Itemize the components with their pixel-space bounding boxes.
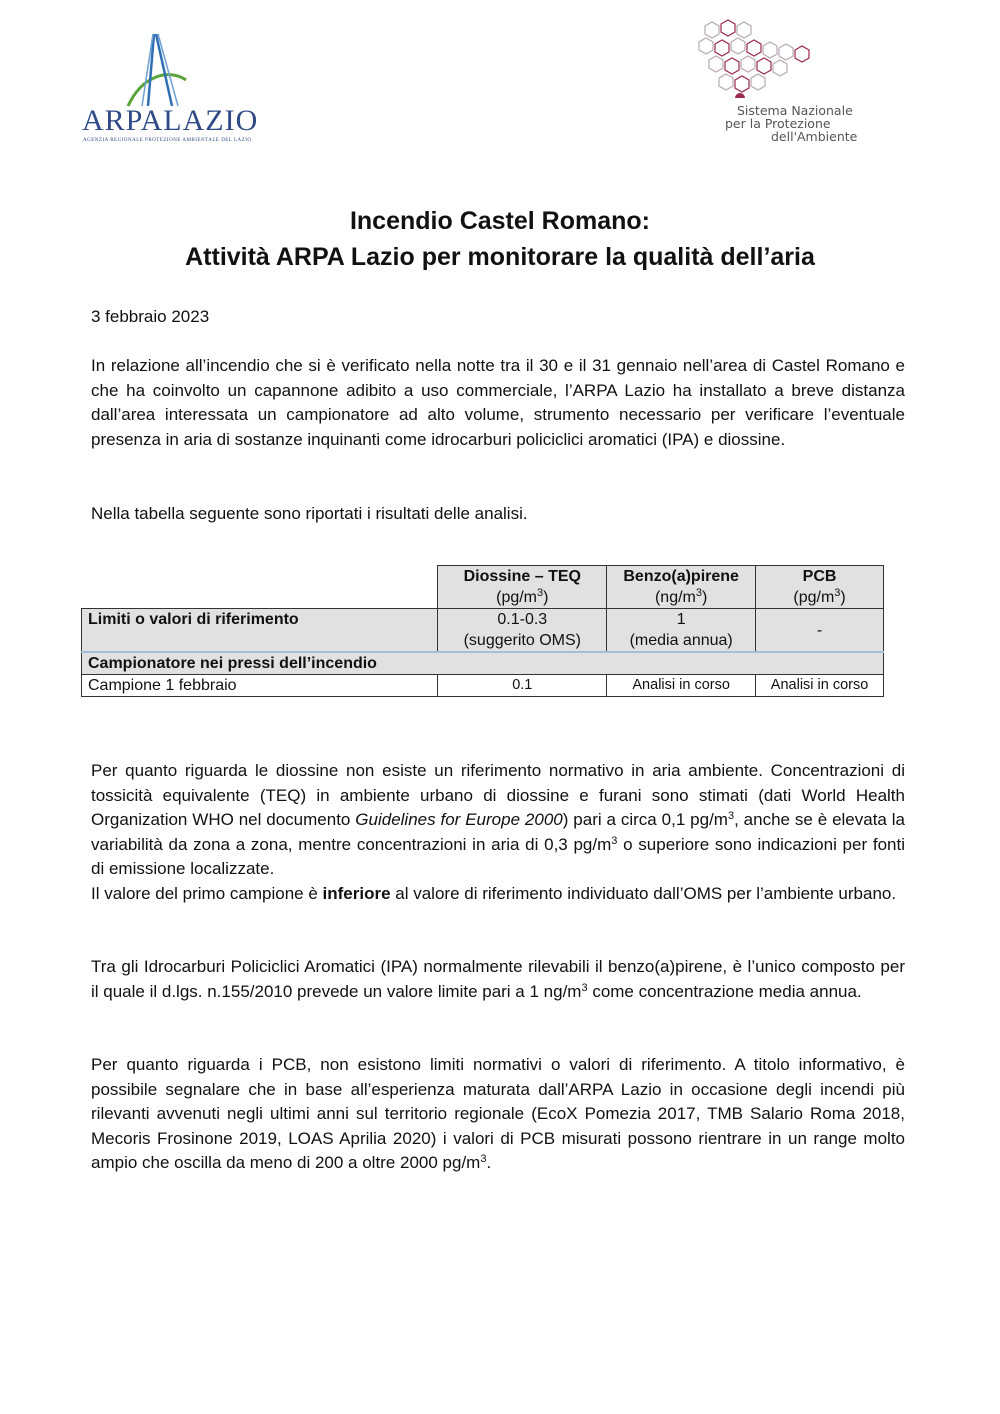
ipa-paragraph: Tra gli Idrocarburi Policiclici Aromatici (IPA) normalmente rilevabili il benzo(a)pirene, è l’unico composto per il quale il d.lgs. n.155/2010 prevede un valore limite pari a 1 $ng/m^3$ come concentrazione media annua. [91, 957, 905, 1001]
header-dioxin [438, 566, 607, 609]
limits-row [82, 609, 884, 653]
snpa-logo [695, 18, 895, 148]
arpa-logo-wordmark: ARPALAZIO [82, 104, 259, 137]
empty-header-cell [82, 566, 438, 609]
section-row [82, 652, 884, 675]
result-emphasis: inferiore [322, 883, 391, 903]
title-line-2: Attività ARPA Lazio per monitorare la qualità dell’aria [185, 243, 815, 271]
snpa-line-1: Sistema Nazionale [737, 103, 853, 118]
sample-label: Campione 1 febbraio [82, 675, 438, 697]
title-line-1: Incendio Castel Romano: [349, 207, 651, 235]
header-pcb-name: PCB [802, 568, 837, 585]
header-pcb [756, 566, 884, 609]
snpa-line-2: per la Protezione [725, 116, 831, 131]
document-title [90, 203, 910, 275]
table-intro: Nella tabella seguente sono riportati i risultati delle analisi. [91, 504, 528, 523]
table-row [82, 675, 884, 697]
section-label: Campionatore nei pressi dell’incendio [82, 652, 884, 675]
who-document-title: Guidelines for Europe 2000 [355, 810, 563, 829]
intro-paragraph: In relazione all’incendio che si è verificato nella notte tra il 30 e il 31 gennaio nell’area di Castel Romano e che ha coinvolto un capannone adibito a uso commerciale, l’ARPA Lazio ha installato a breve distanza dall’area interessata un campionatore ad alto volume, strumento necessario per verificare l’eventuale presenza in aria di sostanze inquinanti come idrocarburi policiclici aromatici (IPA) e diossine. [91, 356, 905, 449]
snpa-logo-text [725, 103, 858, 144]
pcb-paragraph: Per quanto riguarda i PCB, non esistono limiti normativi o valori di riferimento. A titolo informativo, è possibile segnalare che in base all’esperienza maturata dall’ARPA Lazio in occasione degli incendi più rilevanti avvenuti negli ultimi anni sul territorio regionale (EcoX Pomezia 2017, TMB Salario Roma 2018, Mecoris Frosinone 2019, LOAS Aprilia 2020) i valori di PCB misurati possono rientrare in un range molto ampio che oscilla da meno di 200 a oltre 2000 $pg/m^3$. [91, 1055, 905, 1172]
arpa-lazio-logo [80, 28, 259, 143]
arpa-emblem-icon [120, 28, 200, 108]
table-header-row [82, 566, 884, 609]
hexagon-network-icon [695, 18, 895, 98]
limits-dioxin: 0.1-0.3 (suggerito OMS) [438, 609, 607, 653]
results-table [81, 565, 884, 697]
dioxins-paragraph: Per quanto riguarda le diossine non esiste un riferimento normativo in aria ambiente. Concentrazioni di tossicità equivalente (TEQ) in ambiente urbano di diossine e furani sono stimati (dati World Health Organization WHO nel documento Guidelines for Europe 2000) pari a circa 0,1 $pg/m^3$, anche se è elevata la variabilità da zona a zona, mentre concentrazioni in aria di 0,3 $pg/m^3$ o superiore sono indicazioni per fonti di emissione localizzate. Il valore del primo campione è inferiore al valore di riferimento individuato dall’OMS per l’ambiente urbano. [91, 761, 905, 903]
arpa-logo-subtitle: AGENZIA REGIONALE PROTEZIONE AMBIENTALE DEL LAZIO [83, 138, 252, 143]
limits-label: Limiti o valori di riferimento [82, 609, 438, 653]
document-date: 3 febbraio 2023 [91, 307, 210, 326]
header-dioxin-name: Diossine – TEQ [463, 568, 581, 585]
snpa-line-3: dell'Ambiente [771, 129, 858, 144]
header-pcb-unit: $(pg/m^3)$ [793, 587, 846, 606]
header-bap-name: Benzo(a)pirene [623, 568, 739, 585]
header-bap [607, 566, 756, 609]
header-dioxin-unit: $(pg/m^3)$ [496, 587, 549, 606]
sample-bap: Analisi in corso [607, 675, 756, 697]
sample-pcb: Analisi in corso [756, 675, 884, 697]
sample-dioxin: 0.1 [438, 675, 607, 697]
header-bap-unit: $(ng/m^3)$ [654, 587, 708, 606]
limits-bap: 1 (media annua) [607, 609, 756, 653]
limits-pcb: - [756, 609, 884, 653]
